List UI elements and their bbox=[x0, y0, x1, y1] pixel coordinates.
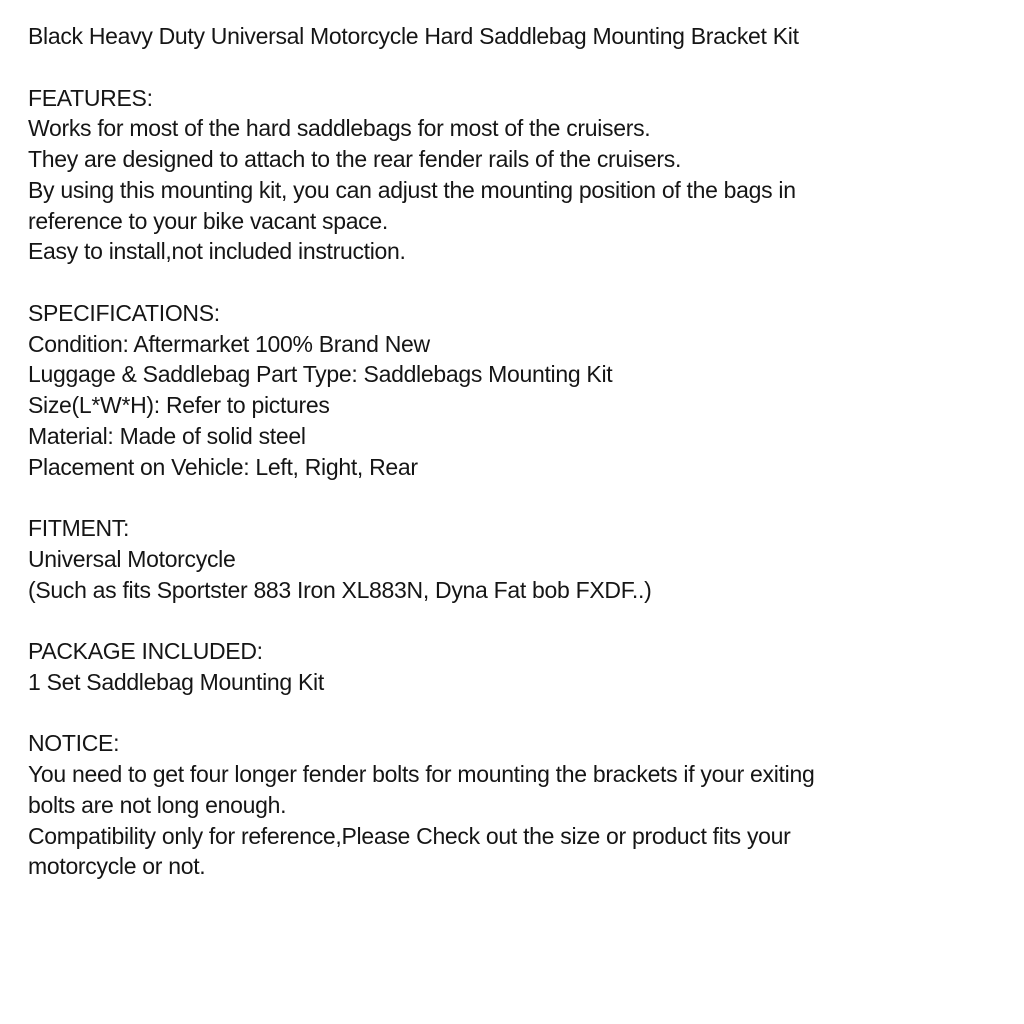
product-title: Black Heavy Duty Universal Motorcycle Hard Saddlebag Mounting Bracket Kit bbox=[28, 23, 799, 49]
notice-line: Compatibility only for reference,Please Check out the size or product fits your bbox=[28, 822, 791, 849]
section-features bbox=[28, 83, 1004, 268]
specifications-heading: SPECIFICATIONS: bbox=[28, 299, 220, 326]
features-line: They are designed to attach to the rear fender rails of the cruisers. bbox=[28, 146, 682, 172]
specifications-line: Placement on Vehicle: Left, Right, Rear bbox=[28, 453, 418, 480]
section-package-included bbox=[28, 636, 1004, 698]
features-line: By using this mounting kit, you can adjust the mounting position of the bags in bbox=[28, 176, 796, 203]
section-notice bbox=[28, 728, 1004, 882]
specifications-line: Luggage & Saddlebag Part Type: Saddlebags Mounting Kit bbox=[28, 361, 613, 388]
notice-line: motorcycle or not. bbox=[28, 853, 206, 880]
features-line: Easy to install,not included instruction. bbox=[28, 238, 406, 265]
section-specifications bbox=[28, 298, 1004, 483]
features-line: Works for most of the hard saddlebags for most of the cruisers. bbox=[28, 115, 651, 142]
fitment-heading: FITMENT: bbox=[28, 515, 130, 541]
notice-line: bolts are not long enough. bbox=[28, 791, 287, 818]
section-fitment bbox=[28, 513, 1004, 605]
package-included-line: 1 Set Saddlebag Mounting Kit bbox=[28, 668, 324, 695]
specifications-line: Size(L*W*H): Refer to pictures bbox=[28, 392, 330, 418]
specifications-line: Condition: Aftermarket 100% Brand New bbox=[28, 330, 430, 357]
features-heading: FEATURES: bbox=[28, 84, 153, 111]
features-line: reference to your bike vacant space. bbox=[28, 207, 388, 234]
specifications-line: Material: Made of solid steel bbox=[28, 422, 306, 449]
fitment-line: (Such as fits Sportster 883 Iron XL883N, Dyna Fat bob FXDF..) bbox=[28, 576, 652, 603]
notice-line: You need to get four longer fender bolts for mounting the brackets if your exiting bbox=[28, 761, 815, 787]
package-included-heading: PACKAGE INCLUDED: bbox=[28, 638, 263, 664]
fitment-line: Universal Motorcycle bbox=[28, 545, 236, 572]
notice-heading: NOTICE: bbox=[28, 730, 120, 757]
